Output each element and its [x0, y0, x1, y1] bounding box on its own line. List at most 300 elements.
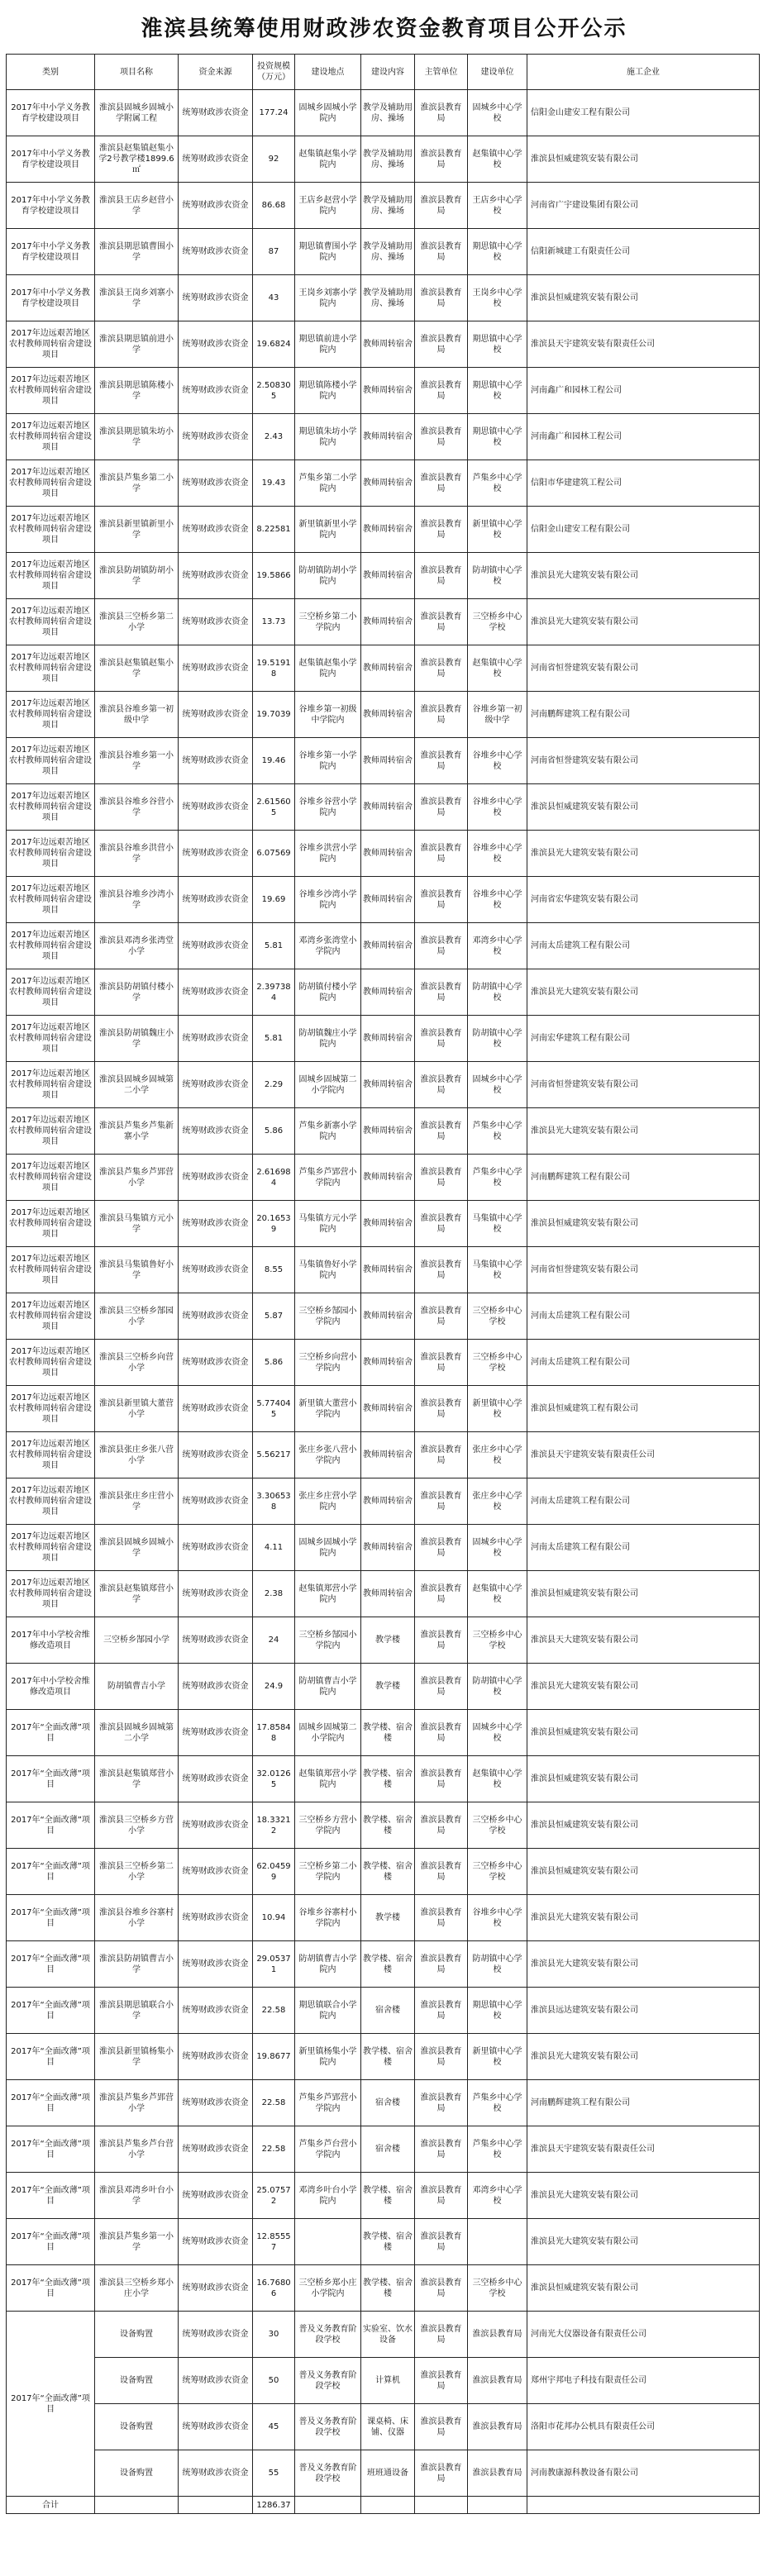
fund-source-cell: 统筹财政涉农资金 [179, 1478, 253, 1525]
location-cell: 王岗乡刘寨小学院内 [295, 275, 361, 321]
supervisor-cell: 淮滨县教育局 [415, 1432, 468, 1478]
content-cell: 宿舍楼 [361, 2080, 415, 2126]
contractor-cell: 淮滨县光大建筑安装有限公司 [527, 969, 760, 1016]
content-cell: 教学楼、宿舍楼 [361, 1802, 415, 1849]
content-cell: 教师周转宿舍 [361, 784, 415, 831]
category-cell: 2017年边远艰苦地区农村教师周转宿舍建设项目 [7, 692, 95, 738]
investment-cell: 13.73 [253, 599, 295, 645]
supervisor-cell: 淮滨县教育局 [415, 229, 468, 275]
content-cell: 教学楼、宿舍楼 [361, 2173, 415, 2219]
contractor-cell: 淮滨县光大建筑安装有限公司 [527, 2219, 760, 2265]
content-cell: 教学楼、宿舍楼 [361, 1756, 415, 1802]
contractor-cell: 淮滨县光大建筑安装有限公司 [527, 2173, 760, 2219]
contractor-cell: 洛阳市花邦办公机具有限责任公司 [527, 2404, 760, 2450]
fund-source-cell: 统筹财政涉农资金 [179, 229, 253, 275]
supervisor-cell: 淮滨县教育局 [415, 136, 468, 183]
fund-source-cell: 统筹财政涉农资金 [179, 368, 253, 414]
empty-cell [95, 2497, 179, 2514]
location-cell: 防胡镇付楼小学院内 [295, 969, 361, 1016]
builder-cell: 防胡镇中心学校 [468, 1664, 527, 1710]
table-row [7, 923, 760, 969]
investment-cell: 5.81 [253, 1016, 295, 1062]
category-cell: 2017年边远艰苦地区农村教师周转宿舍建设项目 [7, 923, 95, 969]
project-name-cell: 淮滨县固城乡固城第二小学 [95, 1710, 179, 1756]
supervisor-cell: 淮滨县教育局 [415, 1478, 468, 1525]
contractor-cell: 淮滨县光大建筑安装有限公司 [527, 599, 760, 645]
builder-cell: 芦集乡中心学校 [468, 460, 527, 507]
table-row [7, 2126, 760, 2173]
investment-cell: 2.38 [253, 1571, 295, 1617]
content-cell: 教学及辅助用房、操场 [361, 90, 415, 136]
fund-source-cell: 统筹财政涉农资金 [179, 2312, 253, 2358]
supervisor-cell: 淮滨县教育局 [415, 2080, 468, 2126]
category-cell: 2017年中小学义务教育学校建设项目 [7, 90, 95, 136]
investment-cell: 8.55 [253, 1247, 295, 1293]
location-cell: 防胡镇防胡小学院内 [295, 553, 361, 599]
investment-cell: 5.86 [253, 1108, 295, 1155]
table-row [7, 2404, 760, 2450]
supervisor-cell: 淮滨县教育局 [415, 1155, 468, 1201]
location-cell: 固城乡固城第二小学院内 [295, 1710, 361, 1756]
category-cell: 2017年中小学义务教育学校建设项目 [7, 136, 95, 183]
supervisor-cell: 淮滨县教育局 [415, 1802, 468, 1849]
content-cell: 教师周转宿舍 [361, 368, 415, 414]
project-name-cell: 淮滨县谷堆乡谷营小学 [95, 784, 179, 831]
category-cell: 2017年“全面改薄”项目 [7, 2034, 95, 2080]
fund-source-cell: 统筹财政涉农资金 [179, 90, 253, 136]
contractor-cell: 淮滨县光大建筑安装有限公司 [527, 2034, 760, 2080]
location-cell: 三空桥乡第二小学院内 [295, 1849, 361, 1895]
category-cell: 2017年边远艰苦地区农村教师周转宿舍建设项目 [7, 1293, 95, 1340]
content-cell: 教师周转宿舍 [361, 1525, 415, 1571]
location-cell: 谷堆乡沙湾小学院内 [295, 877, 361, 923]
supervisor-cell: 淮滨县教育局 [415, 692, 468, 738]
table-row [7, 183, 760, 229]
header-cell: 建设内容 [361, 55, 415, 90]
fund-source-cell: 统筹财政涉农资金 [179, 1247, 253, 1293]
investment-cell: 12.85557 [253, 2219, 295, 2265]
header-cell: 投资规模（万元） [253, 55, 295, 90]
investment-cell: 22.58 [253, 1988, 295, 2034]
empty-cell [527, 2497, 760, 2514]
contractor-cell: 淮滨县恒威建筑安装有限公司 [527, 1201, 760, 1247]
fund-source-cell: 统筹财政涉农资金 [179, 1432, 253, 1478]
contractor-cell: 河南省恒誉建筑安装有限公司 [527, 645, 760, 692]
location-cell: 普及义务教育阶段学校 [295, 2312, 361, 2358]
builder-cell: 防胡镇中心学校 [468, 553, 527, 599]
builder-cell: 淮滨县教育局 [468, 2312, 527, 2358]
contractor-cell: 淮滨县恒威建筑安装有限公司 [527, 1802, 760, 1849]
category-cell: 2017年边远艰苦地区农村教师周转宿舍建设项目 [7, 1247, 95, 1293]
supervisor-cell: 淮滨县教育局 [415, 1340, 468, 1386]
location-cell: 王店乡赵营小学院内 [295, 183, 361, 229]
project-name-cell: 淮滨县谷堆乡洪营小学 [95, 831, 179, 877]
content-cell: 教学楼 [361, 1664, 415, 1710]
contractor-cell: 淮滨县光大建筑安装有限公司 [527, 553, 760, 599]
contractor-cell: 淮滨县天宇建筑安装有限责任公司 [527, 321, 760, 368]
builder-cell: 马集镇中心学校 [468, 1247, 527, 1293]
contractor-cell: 淮滨县恒威建筑安装有限公司 [527, 1571, 760, 1617]
content-cell: 教师周转宿舍 [361, 1340, 415, 1386]
location-cell: 固城乡固城第二小学院内 [295, 1062, 361, 1108]
fund-source-cell: 统筹财政涉农资金 [179, 1386, 253, 1432]
builder-cell: 马集镇中心学校 [468, 1201, 527, 1247]
builder-cell: 期思镇中心学校 [468, 414, 527, 460]
fund-source-cell: 统筹财政涉农资金 [179, 738, 253, 784]
content-cell: 教学楼、宿舍楼 [361, 1849, 415, 1895]
table-row [7, 90, 760, 136]
header-cell: 建设单位 [468, 55, 527, 90]
fund-source-cell: 统筹财政涉农资金 [179, 460, 253, 507]
investment-cell: 19.43 [253, 460, 295, 507]
content-cell: 教师周转宿舍 [361, 1571, 415, 1617]
fund-source-cell: 统筹财政涉农资金 [179, 2126, 253, 2173]
supervisor-cell: 淮滨县教育局 [415, 1247, 468, 1293]
category-cell: 2017年边远艰苦地区农村教师周转宿舍建设项目 [7, 969, 95, 1016]
investment-cell: 2.615605 [253, 784, 295, 831]
investment-cell: 18.33212 [253, 1802, 295, 1849]
project-name-cell: 防胡镇曹吉小学 [95, 1664, 179, 1710]
project-name-cell: 淮滨县谷堆乡第一小学 [95, 738, 179, 784]
project-name-cell: 设备购置 [95, 2312, 179, 2358]
location-cell: 芦集乡芦郢营小学院内 [295, 1155, 361, 1201]
contractor-cell: 淮滨县光大建筑安装有限公司 [527, 1108, 760, 1155]
supervisor-cell: 淮滨县教育局 [415, 1710, 468, 1756]
content-cell: 教师周转宿舍 [361, 692, 415, 738]
project-name-cell: 淮滨县新里镇新里小学 [95, 507, 179, 553]
category-cell: 2017年边远艰苦地区农村教师周转宿舍建设项目 [7, 1478, 95, 1525]
location-cell: 马集镇方元小学院内 [295, 1201, 361, 1247]
fund-source-cell: 统筹财政涉农资金 [179, 1802, 253, 1849]
category-cell: 2017年“全面改薄”项目 [7, 1849, 95, 1895]
contractor-cell: 河南宏华建筑工程有限公司 [527, 1016, 760, 1062]
location-cell: 防胡镇曹吉小学院内 [295, 1664, 361, 1710]
category-cell: 2017年中小学校舍维修改造项目 [7, 1617, 95, 1664]
total-row [7, 2497, 760, 2514]
table-row [7, 1756, 760, 1802]
project-name-cell: 淮滨县新里镇大董营小学 [95, 1386, 179, 1432]
fund-source-cell: 统筹财政涉农资金 [179, 321, 253, 368]
location-cell: 邓湾乡叶台小学院内 [295, 2173, 361, 2219]
contractor-cell: 河南省宏华建筑安装有限公司 [527, 877, 760, 923]
fund-source-cell: 统筹财政涉农资金 [179, 2173, 253, 2219]
builder-cell: 新里镇中心学校 [468, 1386, 527, 1432]
location-cell: 三空桥乡郑小庄小学院内 [295, 2265, 361, 2312]
fund-source-cell: 统筹财政涉农资金 [179, 2080, 253, 2126]
location-cell: 固城乡固城小学院内 [295, 90, 361, 136]
contractor-cell: 河南太岳建筑工程有限公司 [527, 1478, 760, 1525]
content-cell: 课桌椅、床铺、仪器 [361, 2404, 415, 2450]
location-cell: 谷堆乡第一初级中学院内 [295, 692, 361, 738]
project-name-cell: 淮滨县邓湾乡张湾堂小学 [95, 923, 179, 969]
empty-cell [361, 2497, 415, 2514]
contractor-cell: 河南鑫广和园林工程公司 [527, 414, 760, 460]
investment-cell: 19.8677 [253, 2034, 295, 2080]
investment-cell: 55 [253, 2450, 295, 2497]
table-row [7, 1849, 760, 1895]
builder-cell: 谷堆乡中心学校 [468, 784, 527, 831]
builder-cell: 张庄乡中心学校 [468, 1432, 527, 1478]
fund-source-cell: 统筹财政涉农资金 [179, 831, 253, 877]
table-row [7, 1988, 760, 2034]
table-row [7, 1062, 760, 1108]
table-row [7, 2450, 760, 2497]
location-cell: 期思镇曹围小学院内 [295, 229, 361, 275]
empty-cell [415, 2497, 468, 2514]
content-cell: 宿舍楼 [361, 1988, 415, 2034]
builder-cell: 淮滨县教育局 [468, 2450, 527, 2497]
fund-source-cell: 统筹财政涉农资金 [179, 507, 253, 553]
project-name-cell: 淮滨县芦集乡芦集新寨小学 [95, 1108, 179, 1155]
builder-cell: 赵集镇中心学校 [468, 1756, 527, 1802]
fund-source-cell: 统筹财政涉农资金 [179, 553, 253, 599]
contractor-cell: 河南太岳建筑工程有限公司 [527, 1293, 760, 1340]
table-row [7, 275, 760, 321]
content-cell: 计算机 [361, 2358, 415, 2404]
builder-cell: 固城乡中心学校 [468, 1710, 527, 1756]
content-cell: 教学楼、宿舍楼 [361, 2219, 415, 2265]
table-row [7, 692, 760, 738]
contractor-cell: 河南鑫广和园林工程公司 [527, 368, 760, 414]
project-name-cell: 设备购置 [95, 2450, 179, 2497]
contractor-cell: 信阳金山建安工程有限公司 [527, 507, 760, 553]
category-cell: 2017年边远艰苦地区农村教师周转宿舍建设项目 [7, 1016, 95, 1062]
table-row [7, 136, 760, 183]
empty-cell [468, 2497, 527, 2514]
table-row [7, 1941, 760, 1988]
project-name-cell: 淮滨县赵集镇郑营小学 [95, 1756, 179, 1802]
project-name-cell: 淮滨县谷堆乡谷寨村小学 [95, 1895, 179, 1941]
investment-cell: 3.306538 [253, 1478, 295, 1525]
investment-cell: 19.69 [253, 877, 295, 923]
category-cell: 2017年“全面改薄”项目 [7, 1756, 95, 1802]
fund-source-cell: 统筹财政涉农资金 [179, 1756, 253, 1802]
contractor-cell: 淮滨县光大建筑安装有限公司 [527, 1895, 760, 1941]
builder-cell: 王岗乡中心学校 [468, 275, 527, 321]
supervisor-cell: 淮滨县教育局 [415, 321, 468, 368]
project-name-cell: 淮滨县王店乡赵营小学 [95, 183, 179, 229]
builder-cell: 固城乡中心学校 [468, 1525, 527, 1571]
project-name-cell: 淮滨县马集镇鲁好小学 [95, 1247, 179, 1293]
supervisor-cell: 淮滨县教育局 [415, 1756, 468, 1802]
supervisor-cell: 淮滨县教育局 [415, 368, 468, 414]
content-cell: 教学及辅助用房、操场 [361, 183, 415, 229]
contractor-cell: 河南省恒誉建筑安装有限公司 [527, 1247, 760, 1293]
contractor-cell: 淮滨县天宇建筑安装有限责任公司 [527, 1432, 760, 1478]
fund-source-cell: 统筹财政涉农资金 [179, 2404, 253, 2450]
table-row [7, 831, 760, 877]
location-cell: 谷堆乡洪营小学院内 [295, 831, 361, 877]
contractor-cell: 河南鹏辉建筑工程有限公司 [527, 1155, 760, 1201]
contractor-cell: 淮滨县恒威建筑安装有限公司 [527, 275, 760, 321]
supervisor-cell: 淮滨县教育局 [415, 183, 468, 229]
contractor-cell: 郑州宇邦电子科技有限责任公司 [527, 2358, 760, 2404]
content-cell: 教学楼、宿舍楼 [361, 1710, 415, 1756]
fund-source-cell: 统筹财政涉农资金 [179, 1155, 253, 1201]
project-name-cell: 淮滨县固城乡固城小学附属工程 [95, 90, 179, 136]
contractor-cell: 河南太岳建筑工程有限公司 [527, 1340, 760, 1386]
table-row [7, 784, 760, 831]
supervisor-cell: 淮滨县教育局 [415, 275, 468, 321]
supervisor-cell: 淮滨县教育局 [415, 1895, 468, 1941]
builder-cell: 谷堆乡中心学校 [468, 738, 527, 784]
investment-cell: 19.7039 [253, 692, 295, 738]
category-cell: 2017年中小学义务教育学校建设项目 [7, 183, 95, 229]
investment-cell: 2.397384 [253, 969, 295, 1016]
table-row [7, 2358, 760, 2404]
location-cell: 赵集镇赵集小学院内 [295, 645, 361, 692]
category-cell: 2017年“全面改薄”项目 [7, 1988, 95, 2034]
supervisor-cell: 淮滨县教育局 [415, 2358, 468, 2404]
supervisor-cell: 淮滨县教育局 [415, 1062, 468, 1108]
contractor-cell: 信阳新城建工有限责任公司 [527, 229, 760, 275]
location-cell [295, 2219, 361, 2265]
contractor-cell: 淮滨县恒威建筑安装有限公司 [527, 2265, 760, 2312]
content-cell: 教师周转宿舍 [361, 1386, 415, 1432]
investment-cell: 25.07572 [253, 2173, 295, 2219]
builder-cell [468, 2219, 527, 2265]
fund-source-cell: 统筹财政涉农资金 [179, 2265, 253, 2312]
table-row [7, 1386, 760, 1432]
contractor-cell: 淮滨县光大建筑安装有限公司 [527, 1664, 760, 1710]
table-row [7, 1710, 760, 1756]
investment-cell: 19.5866 [253, 553, 295, 599]
investment-cell: 62.04599 [253, 1849, 295, 1895]
builder-cell: 谷堆乡中心学校 [468, 877, 527, 923]
supervisor-cell: 淮滨县教育局 [415, 1386, 468, 1432]
contractor-cell: 淮滨县天宇建筑安装有限责任公司 [527, 2126, 760, 2173]
project-name-cell: 淮滨县期思镇前进小学 [95, 321, 179, 368]
supervisor-cell: 淮滨县教育局 [415, 1988, 468, 2034]
location-cell: 芦集乡芦郢营小学院内 [295, 2080, 361, 2126]
project-name-cell: 淮滨县固城乡固城小学 [95, 1525, 179, 1571]
location-cell: 新里镇新里小学院内 [295, 507, 361, 553]
category-cell: 2017年边远艰苦地区农村教师周转宿舍建设项目 [7, 1340, 95, 1386]
location-cell: 张庄乡张八营小学院内 [295, 1432, 361, 1478]
builder-cell: 三空桥乡中心学校 [468, 1340, 527, 1386]
table-row [7, 414, 760, 460]
table-row [7, 738, 760, 784]
supervisor-cell: 淮滨县教育局 [415, 1525, 468, 1571]
category-cell: 2017年边远艰苦地区农村教师周转宿舍建设项目 [7, 368, 95, 414]
location-cell: 马集镇鲁好小学院内 [295, 1247, 361, 1293]
content-cell: 教师周转宿舍 [361, 1108, 415, 1155]
category-cell: 2017年边远艰苦地区农村教师周转宿舍建设项目 [7, 507, 95, 553]
category-cell: 2017年边远艰苦地区农村教师周转宿舍建设项目 [7, 831, 95, 877]
location-cell: 芦集乡芦台营小学院内 [295, 2126, 361, 2173]
investment-cell: 24 [253, 1617, 295, 1664]
header-cell: 项目名称 [95, 55, 179, 90]
project-name-cell: 淮滨县芦集乡芦郢营小学 [95, 2080, 179, 2126]
investment-cell: 87 [253, 229, 295, 275]
supervisor-cell: 淮滨县教育局 [415, 553, 468, 599]
content-cell: 教师周转宿舍 [361, 1155, 415, 1201]
contractor-cell: 淮滨县恒威建筑工程有限公司 [527, 1386, 760, 1432]
content-cell: 教学楼、宿舍楼 [361, 2034, 415, 2080]
investment-cell: 5.56217 [253, 1432, 295, 1478]
project-name-cell: 淮滨县防胡镇魏庄小学 [95, 1016, 179, 1062]
content-cell: 教师周转宿舍 [361, 553, 415, 599]
project-name-cell: 淮滨县马集镇方元小学 [95, 1201, 179, 1247]
table-row [7, 229, 760, 275]
content-cell: 教师周转宿舍 [361, 1432, 415, 1478]
location-cell: 谷堆乡谷寨村小学院内 [295, 1895, 361, 1941]
project-name-cell: 淮滨县防胡镇防胡小学 [95, 553, 179, 599]
supervisor-cell: 淮滨县教育局 [415, 2404, 468, 2450]
location-cell: 三空桥乡郜园小学院内 [295, 1293, 361, 1340]
builder-cell: 防胡镇中心学校 [468, 1941, 527, 1988]
table-row [7, 553, 760, 599]
content-cell: 教师周转宿舍 [361, 1478, 415, 1525]
fund-source-cell: 统筹财政涉农资金 [179, 2450, 253, 2497]
project-name-cell: 淮滨县新里镇杨集小学 [95, 2034, 179, 2080]
supervisor-cell: 淮滨县教育局 [415, 460, 468, 507]
project-name-cell: 淮滨县防胡镇付楼小学 [95, 969, 179, 1016]
investment-cell: 2.29 [253, 1062, 295, 1108]
supervisor-cell: 淮滨县教育局 [415, 645, 468, 692]
supervisor-cell: 淮滨县教育局 [415, 1571, 468, 1617]
category-cell: 2017年边远艰苦地区农村教师周转宿舍建设项目 [7, 1108, 95, 1155]
location-cell: 谷堆乡第一小学院内 [295, 738, 361, 784]
table-row [7, 1247, 760, 1293]
supervisor-cell: 淮滨县教育局 [415, 2450, 468, 2497]
investment-cell: 5.774045 [253, 1386, 295, 1432]
content-cell: 教师周转宿舍 [361, 321, 415, 368]
builder-cell: 赵集镇中心学校 [468, 136, 527, 183]
category-cell: 2017年边远艰苦地区农村教师周转宿舍建设项目 [7, 877, 95, 923]
category-cell: 2017年边远艰苦地区农村教师周转宿舍建设项目 [7, 645, 95, 692]
investment-cell: 17.85848 [253, 1710, 295, 1756]
project-name-cell: 淮滨县谷堆乡沙湾小学 [95, 877, 179, 923]
fund-source-cell: 统筹财政涉农资金 [179, 1340, 253, 1386]
category-cell: 2017年边远艰苦地区农村教师周转宿舍建设项目 [7, 599, 95, 645]
location-cell: 张庄乡庄营小学院内 [295, 1478, 361, 1525]
category-cell: 2017年边远艰苦地区农村教师周转宿舍建设项目 [7, 1432, 95, 1478]
location-cell: 期思镇联合小学院内 [295, 1988, 361, 2034]
header-cell: 主管单位 [415, 55, 468, 90]
fund-source-cell: 统筹财政涉农资金 [179, 692, 253, 738]
location-cell: 期思镇朱坊小学院内 [295, 414, 361, 460]
contractor-cell: 河南太岳建筑工程有限公司 [527, 923, 760, 969]
content-cell: 教师周转宿舍 [361, 1062, 415, 1108]
fund-source-cell: 统筹财政涉农资金 [179, 969, 253, 1016]
fund-source-cell: 统筹财政涉农资金 [179, 136, 253, 183]
supervisor-cell: 淮滨县教育局 [415, 1941, 468, 1988]
fund-source-cell: 统筹财政涉农资金 [179, 1571, 253, 1617]
header-cell: 施工企业 [527, 55, 760, 90]
investment-cell: 19.51918 [253, 645, 295, 692]
contractor-cell: 信阳市华建建筑工程公司 [527, 460, 760, 507]
content-cell: 教师周转宿舍 [361, 738, 415, 784]
category-cell: 2017年“全面改薄”项目 [7, 2265, 95, 2312]
investment-cell: 5.81 [253, 923, 295, 969]
project-name-cell: 淮滨县固城乡固城第二小学 [95, 1062, 179, 1108]
builder-cell: 谷堆乡第一初级中学 [468, 692, 527, 738]
contractor-cell: 淮滨县恒威建筑安装有限公司 [527, 1849, 760, 1895]
investment-cell: 22.58 [253, 2080, 295, 2126]
table-row [7, 1571, 760, 1617]
supervisor-cell: 淮滨县教育局 [415, 784, 468, 831]
builder-cell: 期思镇中心学校 [468, 368, 527, 414]
fund-source-cell: 统筹财政涉农资金 [179, 414, 253, 460]
location-cell: 新里镇大董营小学院内 [295, 1386, 361, 1432]
fund-source-cell: 统筹财政涉农资金 [179, 275, 253, 321]
contractor-cell: 河南省恒誉建筑安装有限公司 [527, 1062, 760, 1108]
project-name-cell: 淮滨县三空桥乡第二小学 [95, 599, 179, 645]
project-name-cell: 淮滨县张庄乡庄营小学 [95, 1478, 179, 1525]
supervisor-cell: 淮滨县教育局 [415, 599, 468, 645]
content-cell: 教师周转宿舍 [361, 599, 415, 645]
